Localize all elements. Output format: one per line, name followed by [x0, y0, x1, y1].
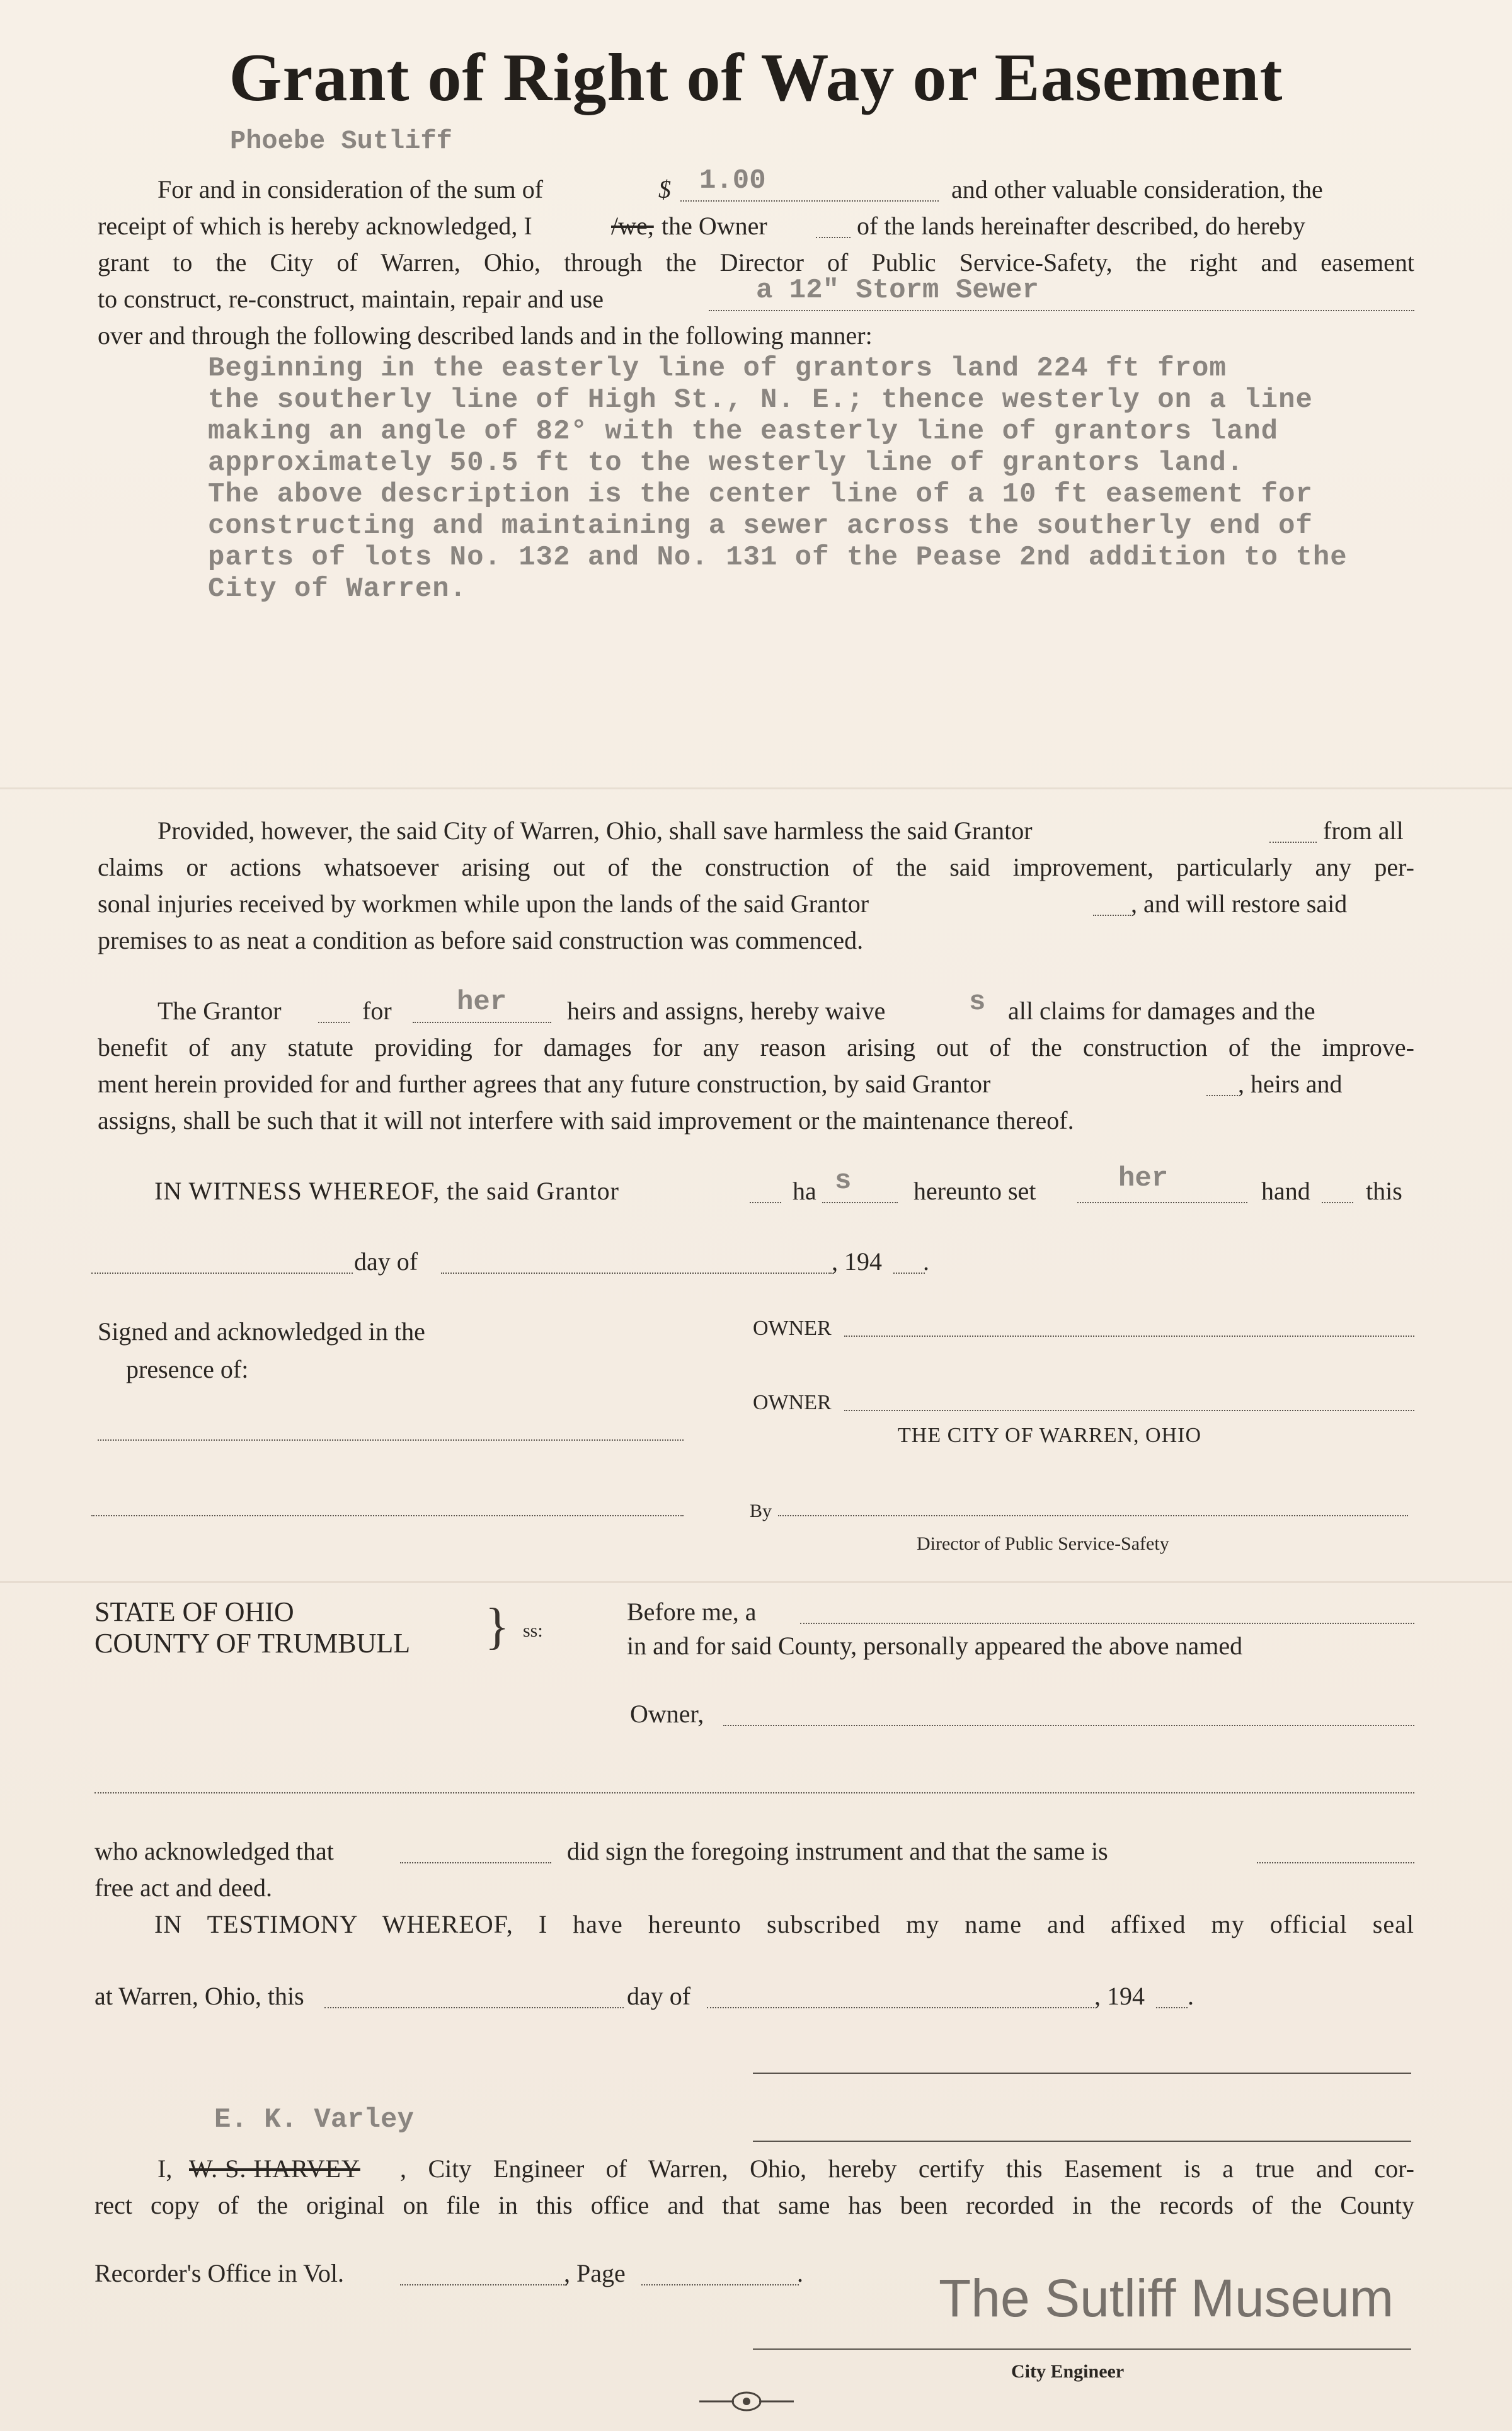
grantor-line1a: The Grantor	[158, 997, 282, 1025]
description-line: City of Warren.	[208, 573, 467, 605]
owner2-label: OWNER	[753, 1391, 832, 1414]
grantor-plural-line	[1269, 842, 1317, 843]
description-line: approximately 50.5 ft to the westerly line of grantors land.	[208, 447, 1244, 479]
para1-line1a: For and in consideration of the sum of	[158, 175, 544, 203]
pronoun-line	[1077, 1202, 1247, 1203]
description-line: Beginning in the easterly line of grantors land 224 ft from	[208, 353, 1227, 384]
description-line: parts of lots No. 132 and No. 131 of the Pease 2nd addition to the	[208, 542, 1348, 573]
ack-a: who acknowledged that	[94, 1837, 334, 1865]
para1-line5: over and through the following described lands and in the following manner:	[98, 321, 873, 350]
signed-line1: Signed and acknowledged in the	[98, 1317, 425, 1346]
page-number-line	[641, 2284, 799, 2285]
grantor-line1c: heirs and assigns, hereby waive	[567, 997, 886, 1025]
owner-plural-line	[816, 237, 850, 238]
witness-her: her	[1118, 1163, 1169, 1194]
city-engineer-label: City Engineer	[1011, 2361, 1125, 2382]
grantor-line3b: , heirs and	[1238, 1070, 1343, 1098]
year-line	[893, 1273, 925, 1274]
ss-label: ss:	[523, 1620, 543, 1641]
testimony-day-line	[324, 2007, 624, 2008]
witness-e: this	[1366, 1177, 1402, 1205]
grantor-plural-line	[1206, 1095, 1238, 1096]
has-s: s	[835, 1165, 852, 1197]
dollar-sign: $	[658, 175, 671, 203]
director-signature-line	[778, 1515, 1408, 1516]
waive-s: s	[969, 987, 986, 1018]
testimony-month-line	[707, 2007, 1094, 2008]
free-act: free act and deed.	[94, 1873, 273, 1902]
sum-value: 1.00	[699, 165, 766, 197]
month-line	[441, 1273, 832, 1274]
paper-fold	[0, 1581, 1512, 1583]
testimony-year-line	[1156, 2007, 1188, 2008]
notary-public-line	[753, 2141, 1411, 2142]
day-line	[91, 1273, 353, 1274]
by-label: By	[750, 1501, 772, 1521]
appeared-line: in and for said County, personally appeared the above named	[627, 1632, 1243, 1660]
county-label: COUNTY OF TRUMBULL	[94, 1628, 411, 1659]
provided-line3a: sonal injuries received by workmen while upon the lands of the said Grantor	[98, 889, 869, 918]
witness-period: .	[923, 1247, 929, 1276]
certify-l2: rect copy of the original on file in this office and that same has been recorded in the records of the County	[94, 2191, 1414, 2219]
at-warren: at Warren, Ohio, this	[94, 1982, 304, 2010]
witness2-signature-line	[91, 1515, 684, 1516]
grantor-plural-line	[750, 1202, 781, 1203]
certify-l1b: , City Engineer of Warren, Ohio, hereby certify this Easement is a true and cor-	[400, 2154, 1414, 2183]
volume-line	[400, 2284, 567, 2285]
para1-line4a: to construct, re-construct, maintain, repair and use	[98, 285, 604, 313]
brace: }	[485, 1599, 510, 1654]
use-value: a 12" Storm Sewer	[756, 275, 1039, 306]
grantor-line4: assigns, shall be such that it will not interfere with said improvement or the maintenance thereof.	[98, 1106, 1074, 1135]
director-label: Director of Public Service-Safety	[917, 1533, 1169, 1554]
owner-name-line-2	[94, 1792, 1414, 1793]
certify-l1a: I,	[158, 2154, 173, 2183]
grantor-line2: benefit of any statute providing for damages for any reason arising out of the construction of the improve-	[98, 1033, 1414, 1061]
grantor-name: Phoebe Sutliff	[230, 126, 452, 156]
owner1-signature-line	[844, 1336, 1414, 1337]
witness-d: hand	[1261, 1177, 1310, 1205]
pronoun-her: her	[457, 987, 507, 1018]
before-me: Before me, a	[627, 1598, 757, 1626]
description-line: The above description is the center line of a 10 ft easement for	[208, 479, 1313, 510]
description-line: the southerly line of High St., N. E.; thence westerly on a line	[208, 384, 1313, 416]
testimony-period: .	[1188, 1982, 1194, 2010]
grantor-line3a: ment herein provided for and further agrees that any future construction, by said Grantor	[98, 1070, 991, 1098]
notary-title-line	[800, 1623, 1414, 1624]
owner2-signature-line	[844, 1410, 1414, 1411]
para1-line1b: and other valuable consideration, the	[951, 175, 1323, 203]
struck-name: W. S. HARVEY	[189, 2154, 360, 2183]
testimony-year: , 194	[1094, 1982, 1145, 2010]
para1-line2c: of the lands hereinafter described, do hereby	[857, 212, 1305, 240]
witness-day: day of	[354, 1247, 418, 1276]
provided-line1b: from all	[1323, 816, 1404, 845]
has-line	[822, 1202, 898, 1203]
description-line: constructing and maintaining a sewer across the southerly end of	[208, 510, 1313, 542]
state-label: STATE OF OHIO	[94, 1596, 294, 1627]
owner-label: Owner,	[630, 1700, 704, 1728]
testimony: IN TESTIMONY WHEREOF, I have hereunto subscribed my name and affixed my official seal	[154, 1910, 1414, 1938]
document-title: Grant of Right of Way or Easement	[229, 40, 1283, 115]
owner1-label: OWNER	[753, 1317, 832, 1340]
page-label: , Page	[564, 2259, 626, 2287]
paper-fold	[0, 787, 1512, 789]
ack-blank-line	[400, 1862, 551, 1863]
testimony-day: day of	[627, 1982, 691, 2010]
hand-plural-line	[1322, 1202, 1353, 1203]
para1-line2b: the Owner	[662, 212, 767, 240]
watermark: The Sutliff Museum	[939, 2268, 1394, 2328]
grantor-line1b: for	[362, 997, 392, 1025]
engineer-typed-name: E. K. Varley	[214, 2104, 414, 2136]
grantor-line1d: all claims for damages and the	[1008, 997, 1315, 1025]
pronoun-line	[413, 1022, 551, 1023]
witness-a: IN WITNESS WHEREOF, the said Grantor	[154, 1177, 619, 1205]
signed-line2: presence of:	[126, 1355, 249, 1383]
printer-ornament-icon	[699, 2391, 794, 2412]
use-line	[709, 310, 1414, 311]
provided-line3b: , and will restore said	[1131, 889, 1348, 918]
para1-line3: grant to the City of Warren, Ohio, through the Director of Public Service-Safety, the right and easement	[98, 248, 1414, 277]
recorder-label: Recorder's Office in Vol.	[94, 2259, 345, 2287]
ack-b: did sign the foregoing instrument and that the same is	[567, 1837, 1108, 1865]
para1-line2a: receipt of which is hereby acknowledged, I	[98, 212, 532, 240]
notary-signature-line	[753, 2073, 1411, 2074]
recorder-period: .	[797, 2259, 803, 2287]
ack-pronoun-line	[1257, 1862, 1414, 1863]
witness1-signature-line	[98, 1439, 684, 1441]
city-engineer-signature-line	[753, 2348, 1411, 2350]
grantor-plural-line	[1093, 915, 1131, 916]
provided-line2: claims or actions whatsoever arising out of the construction of the said improvement, particularly any per-	[98, 853, 1414, 881]
witness-b: ha	[793, 1177, 816, 1205]
we-struck: /we,	[611, 212, 654, 240]
provided-line1a: Provided, however, the said City of Warren, Ohio, shall save harmless the said Grantor	[158, 816, 1033, 845]
witness-year: , 194	[832, 1247, 882, 1276]
city-label: THE CITY OF WARREN, OHIO	[898, 1424, 1202, 1447]
land-description	[208, 353, 1468, 605]
description-line: making an angle of 82° with the easterly line of grantors land	[208, 416, 1279, 447]
grantor-plural-line	[318, 1022, 350, 1023]
witness-c: hereunto set	[914, 1177, 1036, 1205]
provided-line4: premises to as neat a condition as before said construction was commenced.	[98, 926, 864, 954]
owner-name-line	[723, 1725, 1414, 1726]
sum-line	[680, 200, 939, 202]
